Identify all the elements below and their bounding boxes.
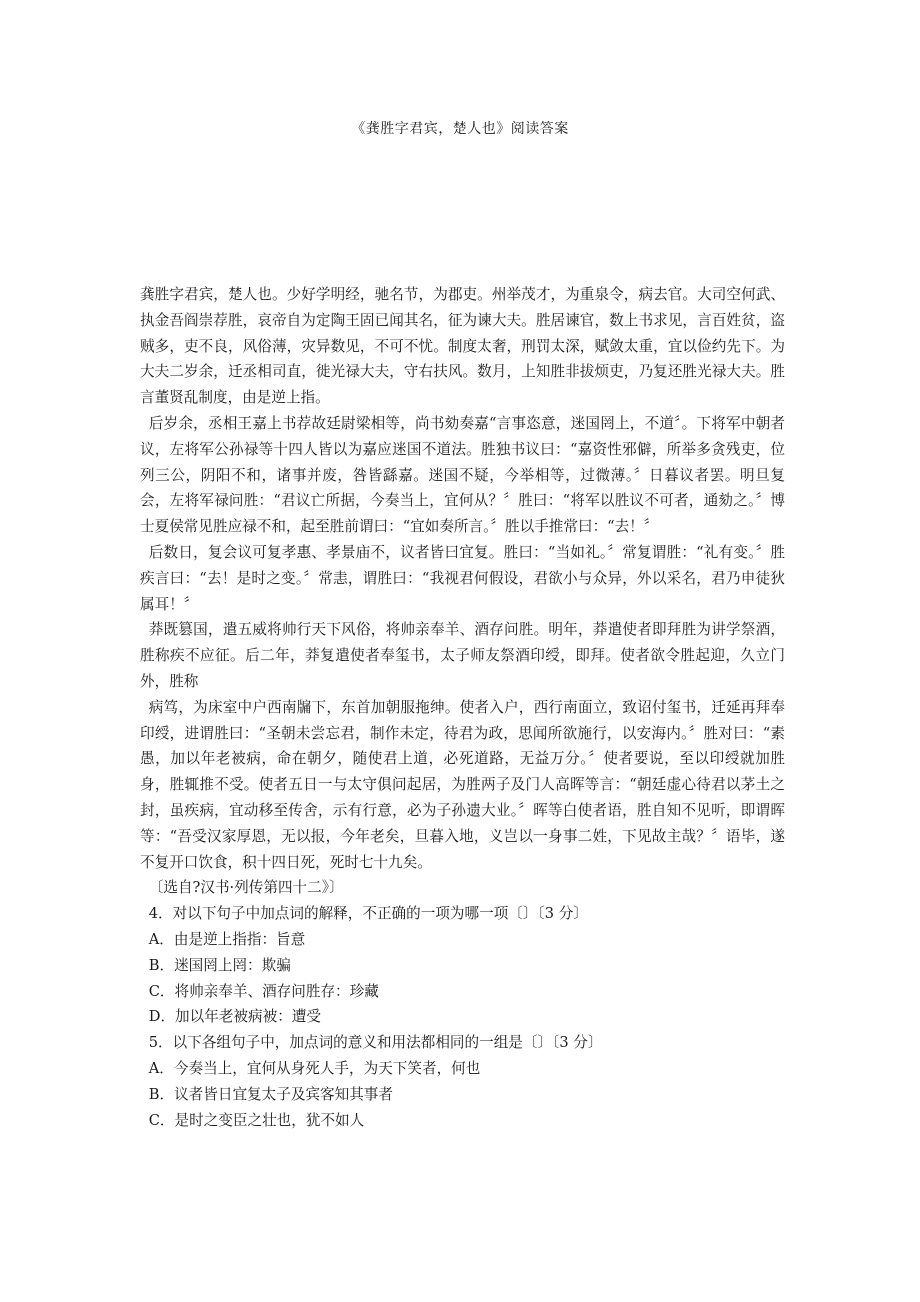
question-option: B．迷国罔上罔：欺骗 <box>148 956 291 974</box>
question-option: D．加以年老被病被：遭受 <box>148 1008 321 1026</box>
article-body <box>140 282 785 1133</box>
question-option: B．议者皆日宜复太子及宾客知其事者 <box>148 1085 393 1103</box>
paragraph: 莽既篡国，遣五威将帅行天下风俗，将帅亲奉羊、酒存问胜。明年，莽遣使者即拜胜为讲学祭酒，胜称疾不应征。后二年，莽复遣使者奉玺书，太子师友祭酒印绶，即拜。使者欲令胜起迎，久立门外，胜称 <box>140 621 785 690</box>
question-option: A．今奏当上，宜何从身死人手，为天下笑者，何也 <box>148 1059 481 1077</box>
paragraph: 龚胜字君宾，楚人也。少好学明经，驰名节，为郡吏。州举茂才，为重泉令，病去官。大司空何武、执金吾阎崇荐胜，哀帝自为定陶王固已闻其名，征为谏大夫。胜居谏官，数上书求见，言百姓贫，盗贼多，吏不良，风俗薄，灾异数见，不可不忧。制度太奢，刑罚太深，赋敛太重，宜以俭约先下。为大夫二岁余，迁丞相司直，徙光禄大夫，守右扶风。数月，上知胜非拔烦吏，乃复还胜光禄大夫。胜言董贤乱制度，由是逆上指。 <box>140 286 785 407</box>
page-title: 《龚胜字君宾，楚人也》阅读答案 <box>351 121 569 137</box>
question-line: 5．以下各组句子中，加点词的意义和用法都相同的一组是〔〕〔3 分〕 <box>148 1034 603 1052</box>
question-option: C．将帅亲奉羊、酒存问胜存：珍藏 <box>148 982 379 1000</box>
paragraph: 后数日，复会议可复孝惠、孝景庙不，议者皆曰宜复。胜曰：“当如礼。〞常复谓胜：“礼有变。〞胜疾言曰：“去！是时之变。〞常恚，谓胜曰：“我视君何假设，君欲小与众异，外以采名，君乃申徒狄属耳！〞 <box>140 543 785 613</box>
question-line: 4．对以下句子中加点词的解释，不正确的一项为哪一项〔〕〔3 分〕 <box>148 905 588 923</box>
paragraph: 后岁余，丞相王嘉上书荐故廷尉梁相等，尚书劾奏嘉“言事恣意，迷国罔上，不道〞。下将军中朝者议，左将军公孙禄等十四人皆以为嘉应迷国不道法。胜独书议曰：“嘉资性邪僻，所举多贪残吏，位列三公，阴阳不和，诸事并废，咎皆繇嘉。迷国不疑，今举相等，过微薄。〞日暮议者罢。明旦复会，左将军禄问胜：“君议亡所据，今奏当上，宜何从？〞胜曰：“将军以胜议不可者，通劾之。〞博士夏侯常见胜应禄不和，起至胜前谓曰：“宜如奏所言。〞胜以手推常曰：“去！〞 <box>140 414 785 536</box>
paragraph: 病笃，为床室中户西南牖下，东首加朝服拖绅。使者入户，西行南面立，致诏付玺书，迁延再拜奉印绶，进谓胜曰：“圣朝未尝忘君，制作未定，待君为政，思闻所欲施行，以安海内。〞胜对曰：“素愚，加以年老被病，命在朝夕，随使君上道，必死道路，无益万分。〞使者要说，至以印绶就加胜身，胜辄推不受。使者五日一与太守俱问起居，为胜两子及门人高晖等言：“朝廷虚心待君以茅土之封，虽疾病，宜动移至传舍，示有行意，必为子孙遗大业。〞晖等白使者语，胜自知不见听，即谓晖等：“吾受汉家厚恩，无以报，今年老矣，旦暮入地，义岂以一身事二姓，下见故主哉？〞语毕，遂不复开口饮食，积十四日死，死时七十九矣。 <box>140 698 785 871</box>
source-citation: 〔选自?汉书·列传第四十二》〕 <box>148 879 344 897</box>
question-option: A．由是逆上指指：旨意 <box>148 930 306 948</box>
question-option: C．是时之变臣之壮也，犹不如人 <box>148 1111 365 1129</box>
